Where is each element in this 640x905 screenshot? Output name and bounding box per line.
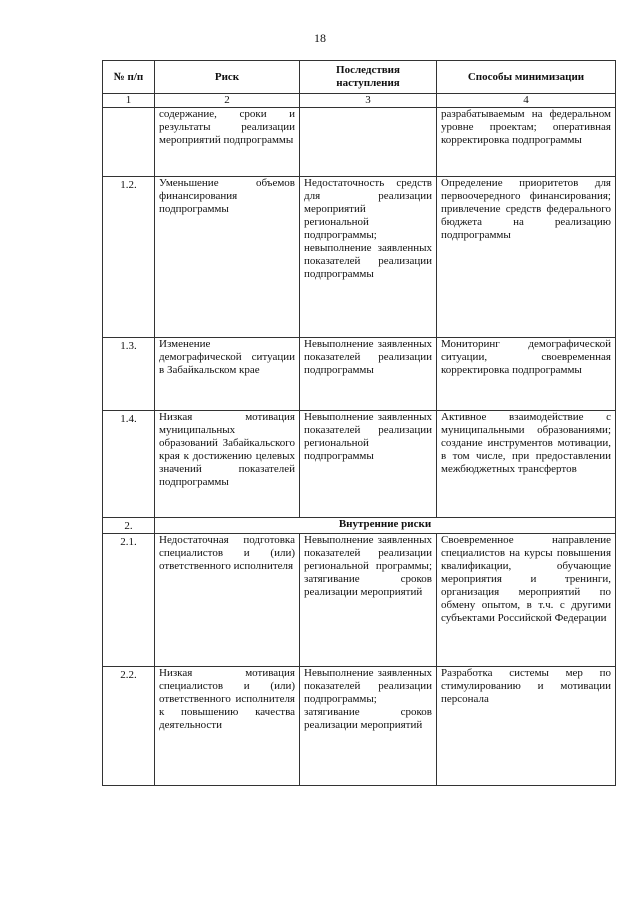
column-number: 2 bbox=[155, 94, 300, 108]
header-row bbox=[103, 61, 616, 94]
consequences-cell: Невыполнение заявленных показателей реализации подпрограммы bbox=[300, 338, 437, 411]
consequences-cell: Невыполнение заявленных показателей реализации подпрограммы; затягивание сроков реализации мероприятий bbox=[300, 667, 437, 786]
risk-cell: Уменьшение объемов финансирования подпрограммы bbox=[155, 177, 300, 338]
section-title: Внутренние риски bbox=[155, 518, 616, 534]
column-number-row bbox=[103, 94, 616, 108]
mitigation-cell: Определение приоритетов для первоочередного финансирования; привлечение средств федерального бюджета на реализацию подпрограммы bbox=[437, 177, 616, 338]
risk-cell: Низкая мотивация специалистов и (или) ответственного исполнителя к повышению качества деятельности bbox=[155, 667, 300, 786]
row-number: 2.1. bbox=[103, 534, 155, 667]
mitigation-cell: разрабатываемым на федеральном уровне проектам; оперативная корректировка подпрограммы bbox=[437, 108, 616, 177]
header-risk: Риск bbox=[155, 61, 300, 94]
column-number: 1 bbox=[103, 94, 155, 108]
risk-cell: Низкая мотивация муниципальных образований Забайкальского края к достижению целевых значений показателей подпрограммы bbox=[155, 411, 300, 518]
table-row bbox=[103, 534, 616, 667]
consequences-cell bbox=[300, 108, 437, 177]
header-num: № п/п bbox=[103, 61, 155, 94]
consequences-cell: Невыполнение заявленных показателей реализации региональной программы; затягивание сроков реализации мероприятий bbox=[300, 534, 437, 667]
page-number: 18 bbox=[314, 31, 326, 45]
header-mitigation: Способы минимизации bbox=[437, 61, 616, 94]
row-number: 1.2. bbox=[103, 177, 155, 338]
mitigation-cell: Активное взаимодействие с муниципальными образованиями; создание инструментов мотивации, в том числе, при предоставлении межбюджетных трансфертов bbox=[437, 411, 616, 518]
row-number: 2.2. bbox=[103, 667, 155, 786]
mitigation-cell: Своевременное направление специалистов на курсы повышения квалификации, обучающие мероприятия и тренинги, организация мероприятий по обмену опытом, в т.ч. с другими субъектами Российской Федерации bbox=[437, 534, 616, 667]
consequences-cell: Невыполнение заявленных показателей реализации региональной подпрограммы bbox=[300, 411, 437, 518]
risk-table bbox=[102, 60, 616, 786]
table-row bbox=[103, 667, 616, 786]
risk-cell: Изменение демографической ситуации в Забайкальском крае bbox=[155, 338, 300, 411]
section-row bbox=[103, 518, 616, 534]
section-number: 2. bbox=[103, 518, 155, 534]
row-number: 1.4. bbox=[103, 411, 155, 518]
table-row bbox=[103, 177, 616, 338]
risk-cell: содержание, сроки и результаты реализации мероприятий подпрограммы bbox=[155, 108, 300, 177]
mitigation-cell: Мониторинг демографической ситуации, своевременная корректировка подпрограммы bbox=[437, 338, 616, 411]
mitigation-cell: Разработка системы мер по стимулированию и мотивации персонала bbox=[437, 667, 616, 786]
consequences-cell: Недостаточность средств для реализации мероприятий региональной подпрограммы; невыполнение заявленных показателей реализации подпрограммы bbox=[300, 177, 437, 338]
header-consequences: Последствия наступления bbox=[300, 61, 437, 94]
risk-cell: Недостаточная подготовка специалистов и (или) ответственного исполнителя bbox=[155, 534, 300, 667]
table-row bbox=[103, 411, 616, 518]
column-number: 3 bbox=[300, 94, 437, 108]
row-number: 1.3. bbox=[103, 338, 155, 411]
row-number bbox=[103, 108, 155, 177]
table-row bbox=[103, 338, 616, 411]
column-number: 4 bbox=[437, 94, 616, 108]
table-row bbox=[103, 108, 616, 177]
